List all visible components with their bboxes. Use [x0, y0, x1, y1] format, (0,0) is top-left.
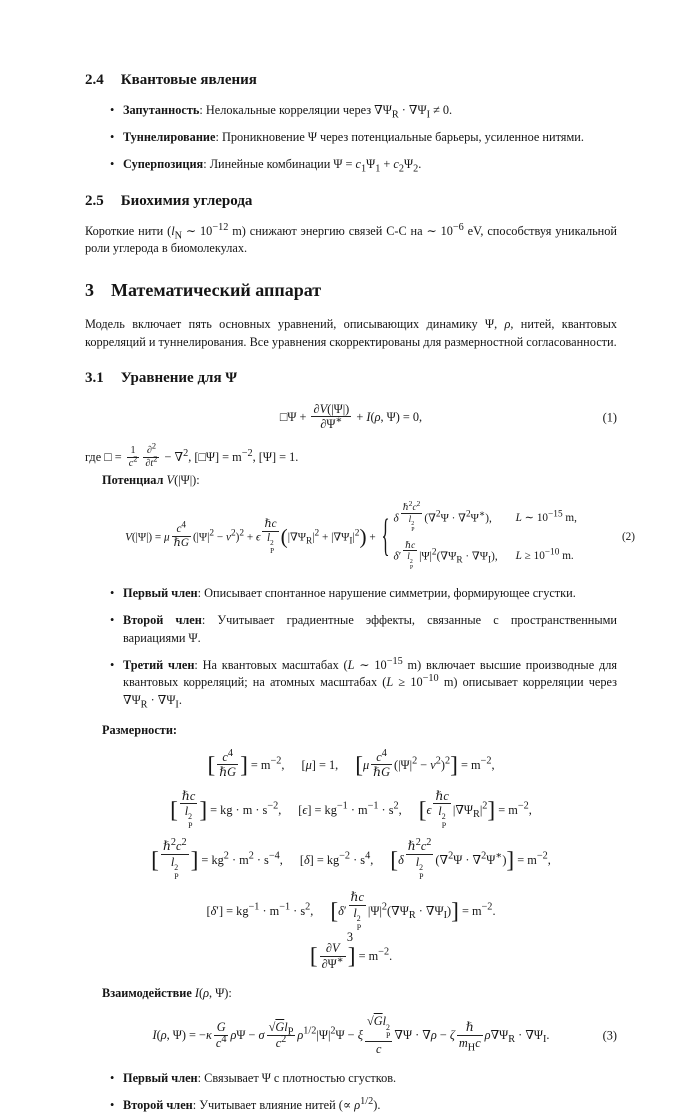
- section-2-5-heading: [85, 191, 617, 212]
- equation-3: [85, 1015, 617, 1057]
- section-3-1-heading: [85, 368, 617, 389]
- section-title: Биохимия углерода: [120, 192, 253, 209]
- interaction-label: Взаимодействие: [102, 986, 192, 1000]
- item-text: : Учитывает влияние нитей (∝ $\rho^{1/2}$).: [192, 1096, 381, 1113]
- equation-2-math: V(|Ψ|) = μ $c^4$ ℏG $(|\Psi|^2 - v^2)^2 + \epsilon$ ℏc l 2 P $(|\nabla\Psi_R|^2 + |\nabla\Psi_I|^2)$ + { δ $\hbar^2c^2$ l 2 P (∇$^2$Ψ · ∇$^2$Ψ∗), L ∼ $10^{-15}$ m, δ′ ℏc l 2 P $|\Psi|^2(\nabla\Psi_R \cdot \nabla\Psi_I)$, $L \ge 10^{-10}$ m.: [125, 498, 577, 571]
- equation-1-tag: (1): [602, 409, 617, 424]
- page-number: 3: [346, 929, 354, 944]
- list-item: [123, 1070, 617, 1087]
- equation-1: [85, 403, 617, 433]
- term-label: Первый член: [123, 1071, 198, 1086]
- dimension-line: [ $\hbar^2c^2$ l 2 P ] = $kg^2 \cdot m^2 \cdot s^{-4}$, $[\delta] = kg^{-2} \cdot s^4$, [δ $\hbar^2c^2$ l 2 P $(\nabla^2\Psi \cdot \nabla^2\Psi^∗)] = m^{-2}$,: [151, 837, 551, 881]
- equation-3-math: I(ρ, Ψ) = −κ $\frac{G}{c^4}$ ρΨ − σ $√Gl_P$ $c^2$ $\rho^{1/2}|\Psi|^2\Psi - \xi$ √Gl 2 P c ∇Ψ · ∇ρ − ζ ℏ $m_Hc$ $\rho\nabla\Psi_R \cdot \nabla\Psi_I$.: [152, 1014, 550, 1056]
- term-label: Второй член: [123, 1098, 193, 1113]
- term-label: Запутанность: [123, 103, 200, 118]
- list-item: [123, 1097, 617, 1114]
- section-title: Математический аппарат: [111, 279, 322, 300]
- interaction-arg: I(ρ, Ψ):: [194, 986, 232, 1000]
- interaction-line: [85, 985, 617, 1002]
- term-label: Туннелирование: [123, 130, 216, 145]
- interaction-terms-list: [85, 1070, 617, 1114]
- section-2-4-heading: [85, 70, 617, 91]
- list-item: [123, 612, 617, 647]
- section-title: Квантовые явления: [120, 72, 257, 88]
- list-item: [123, 657, 617, 709]
- section-number: 2.4: [85, 72, 104, 88]
- potential-terms-list: [85, 585, 617, 709]
- dimension-line: [ $\frac{\partial V}{\partial\Psi^∗}$ ] = $m^{-2}$.: [309, 941, 393, 971]
- list-item: [123, 156, 617, 173]
- list-item: [123, 129, 617, 146]
- item-text: : Учитывает градиентные эффекты, связанные с пространственными вариациями Ψ.: [123, 613, 617, 645]
- item-text: : Проникновение Ψ через потенциальные барьеры, усиленное нитями.: [215, 130, 584, 145]
- model-paragraph: Модель включает пять основных уравнений, описывающих динамику Ψ, ρ, нитей, квантовых корреляций и туннелирования. Все уравнения скорректированы для размерностной согласованности.: [85, 317, 617, 349]
- dimension-line: [ $c^4$ ℏG ] = $m^{-2}$, [μ] = 1, [μ $c^4$ ℏG $(|\Psi|^2 - v^2)^2] = m^{-2}$,: [207, 747, 495, 780]
- equation-2: [67, 498, 635, 572]
- item-text: : На квантовых масштабах (L ∼ $10^{-15}$ m) включает высшие производные для квантовых корреляций; на атомных масштабах ($L \ge 10^{-10}$ m) описывает корреляции через $\nabla\Psi_R \cdot \nabla\Psi_I$.: [123, 655, 618, 711]
- equation-3-tag: (3): [602, 1028, 617, 1043]
- item-text: : Описывает спонтанное нарушение симметрии, формирующее сгустки.: [197, 586, 576, 601]
- section-number: 3: [85, 279, 94, 300]
- item-text: : Нелокальные корреляции через $\nabla\Psi_R \cdot \nabla\Psi_I \ne 0$.: [199, 103, 453, 121]
- dimension-line: $[\delta'] = kg^{-1} \cdot m^{-1} \cdot s^2$, [δ′ ℏc l 2 P $|\Psi|^2(\nabla\Psi_R \cdot \nabla\Psi_I)] = m^{-2}$.: [206, 890, 496, 932]
- item-text: : Связывает Ψ с плотностью сгустков.: [197, 1071, 397, 1086]
- section-3-heading: [85, 278, 617, 304]
- item-text: : Линейные комбинации $\Psi = c_1\Psi_1 + c_2\Psi_2$.: [203, 157, 422, 175]
- term-label: Первый член: [123, 586, 198, 601]
- carbon-paragraph: Короткие нити ($l_N$ ∼ $10^{-12}$ m) снижают энергию связей C-C на ∼ $10^{-6}$ eV, способствуя уникальной роли углерода в биомолекулах.: [85, 221, 617, 256]
- list-item: [123, 102, 617, 119]
- term-label: Третий член: [123, 657, 195, 672]
- dimensions-label: Размерности:: [102, 723, 178, 738]
- section-title: Уравнение для Ψ: [120, 370, 238, 387]
- equation-2-tag: (2): [621, 530, 635, 543]
- equation-1-math: □Ψ + $\frac{\partial V(|\Psi|)}{\partial\Psi^∗}$ + I(ρ, Ψ) = 0,: [279, 401, 423, 432]
- term-label: Суперпозиция: [123, 157, 204, 172]
- potential-line: [85, 472, 617, 489]
- list-item: [123, 585, 617, 602]
- where-line: где □ = $\frac{1}{c^2}$ $\frac{\partial^2}{\partial t^2}$ − ∇$^2$, [□Ψ] = $m^{-2}$, [Ψ] = 1.: [85, 441, 299, 469]
- term-label: Второй член: [123, 613, 202, 628]
- potential-arg: V(|Ψ|):: [166, 473, 200, 488]
- section-number: 2.5: [85, 192, 104, 209]
- potential-label: Потенциал: [102, 473, 164, 488]
- dimension-line: [ ℏc l 2 P ] = kg · $m \cdot s^{-2}$, $[\epsilon] = kg^{-1} \cdot m^{-1} \cdot s^2$, [ϵ ℏc l 2 P $|\nabla\Psi_R|^2] = m^{-2}$,: [170, 788, 532, 830]
- quantum-phenomena-list: [85, 102, 617, 173]
- section-number: 3.1: [85, 370, 104, 387]
